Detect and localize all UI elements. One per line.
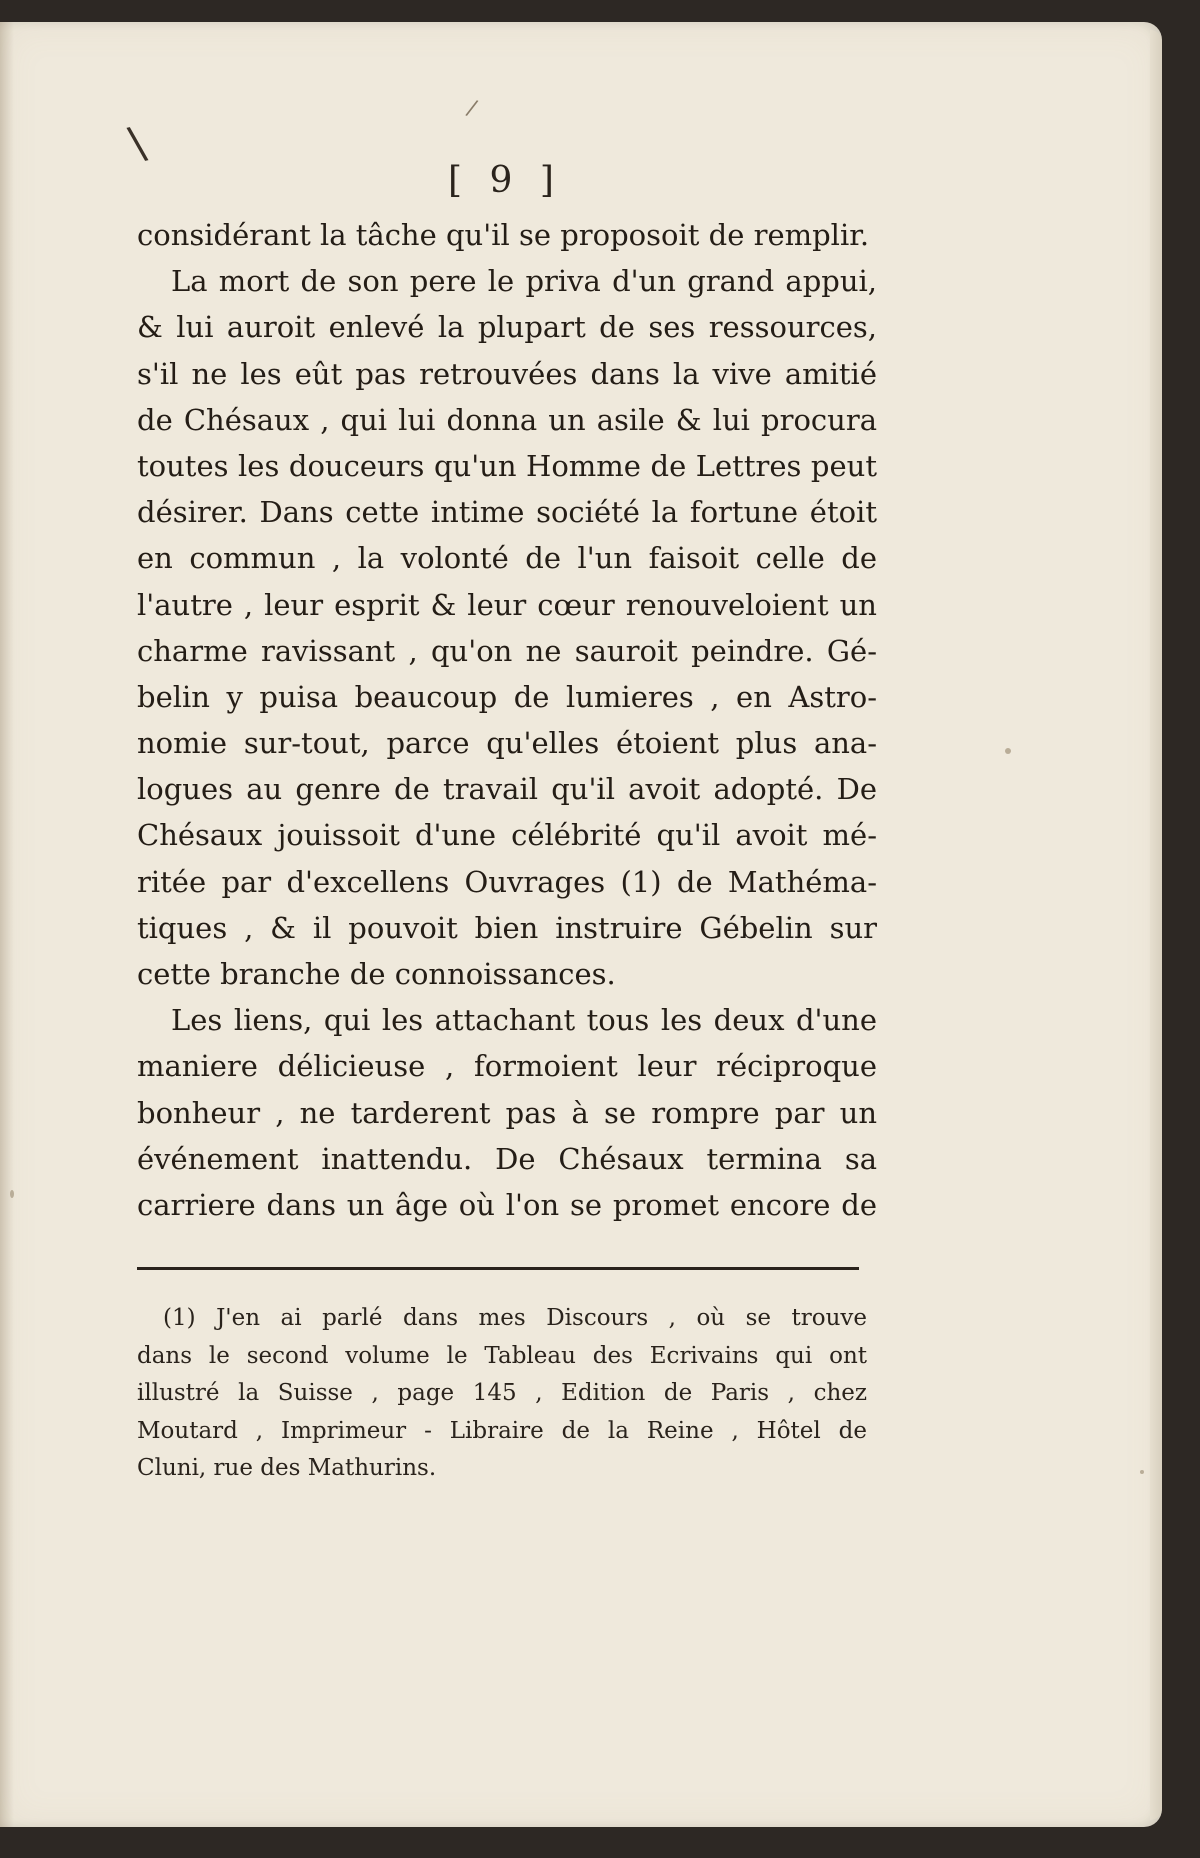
gutter-shadow xyxy=(0,22,14,1827)
text-line: carriere dans un âge où l'on se promet encore de xyxy=(137,1187,877,1222)
text-line: La mort de son pere le priva d'un grand appui, xyxy=(171,264,877,299)
text-line: de Chésaux , qui lui donna un asile & lui procura xyxy=(137,402,877,437)
page-edge xyxy=(1150,30,1162,1820)
footnote-line: Moutard , Imprimeur - Libraire de la Reine , Hôtel de xyxy=(137,1417,867,1444)
footnote-line: illustré la Suisse , page 145 , Edition de Paris , chez xyxy=(137,1380,867,1406)
text-line: désirer. Dans cette intime société la fortune étoit xyxy=(137,495,877,530)
text-line: & lui auroit enlevé la plupart de ses ressources, xyxy=(137,310,877,345)
footnote-line: dans le second volume le Tableau des Ecrivains qui ont xyxy=(137,1342,867,1369)
text-line: l'autre , leur esprit & leur cœur renouveloient un xyxy=(137,587,877,622)
text-line: logues au genre de travail qu'il avoit adopté. De xyxy=(137,772,877,807)
text-line: s'il ne les eût pas retrouvées dans la vive amitié xyxy=(137,356,877,391)
text-line: nomie sur-tout, parce qu'elles étoient plus ana- xyxy=(137,726,877,761)
text-line: événement inattendu. De Chésaux termina sa xyxy=(137,1141,877,1176)
text-line: Les liens, qui les attachant tous les deux d'une xyxy=(171,1003,877,1038)
body-text xyxy=(137,212,877,1228)
text-line: toutes les douceurs qu'un Homme de Lettres peut xyxy=(137,448,877,483)
text-line: ritée par d'excellens Ouvrages (1) de Mathéma- xyxy=(137,864,877,899)
text-line: belin y puisa beaucoup de lumieres , en Astro- xyxy=(137,679,877,714)
text-line: Chésaux jouissoit d'une célébrité qu'il avoit mé- xyxy=(137,818,877,853)
footnote-line: (1) J'en ai parlé dans mes Discours , où se trouve xyxy=(163,1305,867,1331)
text-line: charme ravissant , qu'on ne sauroit peindre. Gé- xyxy=(137,633,877,668)
ink-mark: \ xyxy=(124,117,150,170)
paper-speck xyxy=(1005,748,1011,754)
text-line: considérant la tâche qu'il se proposoit de remplir. xyxy=(137,218,870,252)
paper-speck xyxy=(1140,1470,1144,1474)
footnote xyxy=(137,1300,867,1488)
page-number: [ 9 ] xyxy=(448,160,562,201)
pencil-mark: / xyxy=(463,95,480,122)
text-line: maniere délicieuse , formoient leur réciproque xyxy=(137,1049,877,1084)
footnote-line: Cluni, rue des Mathurins. xyxy=(137,1455,437,1481)
footnote-rule xyxy=(137,1267,859,1270)
text-line: cette branche de connoissances. xyxy=(137,957,616,991)
text-line: tiques , & il pouvoit bien instruire Gébelin sur xyxy=(137,910,877,945)
paper-speck xyxy=(10,1190,14,1198)
text-line: bonheur , ne tarderent pas à se rompre par un xyxy=(137,1095,877,1130)
text-line: en commun , la volonté de l'un faisoit celle de xyxy=(137,541,877,576)
